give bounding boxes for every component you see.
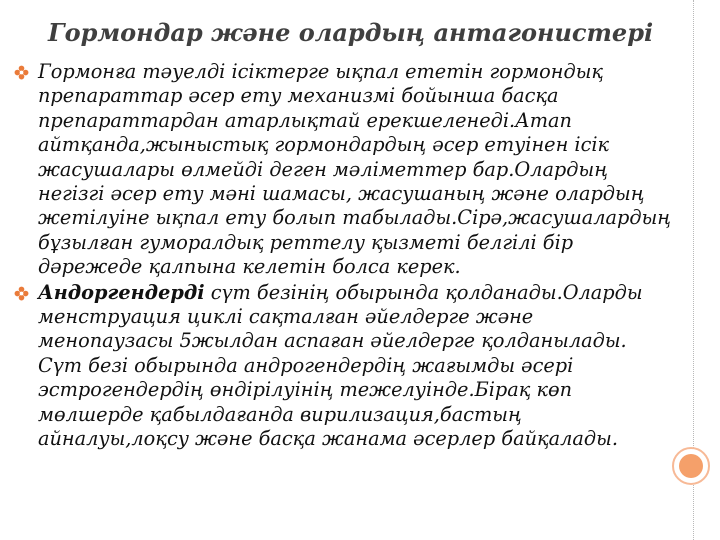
bullet-paragraph xyxy=(14,60,674,280)
bullet-paragraph xyxy=(14,281,674,452)
bullet-text: Гормонға тәуелді ісіктерге ықпал ететін гормондық препараттар әсер ету механизмі бойынша басқа препараттардан атарлықтай ерекшеленеді.Атап айтқанда,жыныстық гормондардың әсер етуінен ісік жасушалары өлмейді деген мәліметтер бар.Олардың негізгі әсер ету мәні шамасы, жасушаның және олардың жетілуіне ықпал ету болып табылады.Сірә,жасушалардың бұзылған гуморалдық реттелу қызметі белгілі бір дәрежеде қалпына келетін болса керек. xyxy=(38,60,672,279)
decorative-circle xyxy=(672,447,710,485)
slide-title: Гормондар және олардың антагонистері xyxy=(48,18,654,47)
bullet-text: сүт безінің обырында қолданады.Оларды менструация циклі сақталған әйелдерге және менопаузасы 5жылдан аспаған әйелдерге қолданылады. Сүт безі обырында андрогендердің жағымды әсері эстрогендердің өндірілуінің тежелуінде.Бірақ көп мөлшерде қабылдағанда вирилизация,бастың айналуы,лоқсу және басқа жанама әсерлер байқалады. xyxy=(38,280,643,451)
flower-bullet-icon xyxy=(14,286,29,301)
bullet-lead: Андоргендерді xyxy=(38,280,205,304)
slide-content xyxy=(14,60,674,452)
flower-bullet-icon xyxy=(14,65,29,80)
